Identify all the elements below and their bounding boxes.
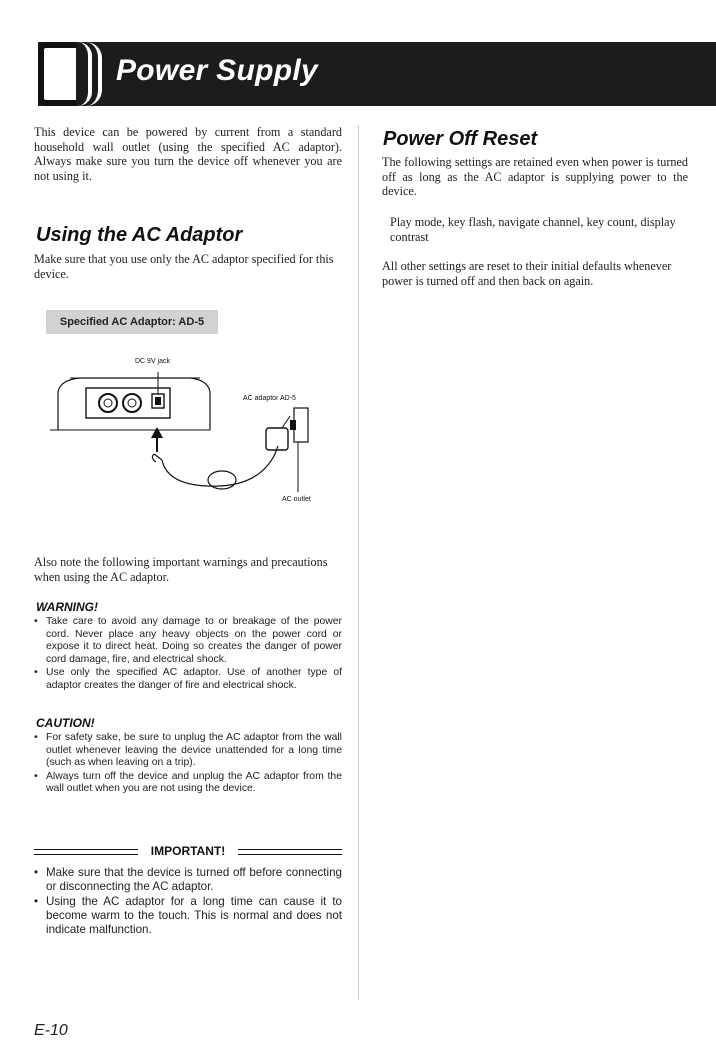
page-number: E-10 (34, 1022, 68, 1039)
important-list (34, 866, 342, 938)
important-item: • Using the AC adaptor for a long time can cause it to become warm to the touch. This is normal and does not indicate malfunction. (34, 895, 342, 937)
caution-item: • For safety sake, be sure to unplug the AC adaptor from the wall outlet whenever leaving the device unattended for a long time (such as when leaving on a trip). (34, 732, 342, 770)
warning-list (34, 616, 342, 694)
important-title: IMPORTANT! (150, 844, 226, 858)
power-off-reset-heading: Power Off Reset (383, 128, 538, 150)
caution-list (34, 732, 342, 797)
adaptor-connection-diagram (50, 350, 340, 510)
wall-outlet-illustration (290, 408, 308, 492)
keyboard-illustration (50, 378, 210, 430)
specified-adaptor-label: Specified AC Adaptor: AD-5 (46, 310, 218, 334)
ac-adaptor-paragraph: Make sure that you use only the AC adaptor specified for this device. (34, 252, 334, 281)
page-title: Power Supply (116, 54, 318, 87)
dc-plug (152, 454, 162, 462)
important-heading (34, 844, 342, 862)
ac-adaptor-illustration (266, 416, 290, 450)
dc-jack-label: DC 9V jack (135, 358, 171, 365)
banner-arc-decoration (86, 42, 102, 106)
adaptor-cord (162, 446, 278, 486)
ac-outlet-label: AC outlet (282, 496, 311, 503)
ac-adaptor-heading: Using the AC Adaptor (36, 224, 243, 246)
ac-adaptor-label: AC adaptor AD-5 (243, 395, 296, 402)
banner-bracket-decoration (38, 42, 76, 106)
warning-title: WARNING! (36, 600, 98, 614)
reset-settings-paragraph: All other settings are reset to their initial defaults whenever power is turned off and then back on again. (382, 259, 672, 288)
warning-item: • Use only the specified AC adaptor. Use of another type of adaptor creates the danger of fire and electrical shock. (34, 667, 342, 692)
retained-settings-list: Play mode, key flash, navigate channel, key count, display contrast (390, 215, 676, 244)
column-divider (358, 125, 359, 1000)
intro-paragraph: This device can be powered by current from a standard household wall outlet (using the specified AC adaptor). Always make sure you turn the device off whenever you are not using it. (34, 125, 342, 183)
important-item: • Make sure that the device is turned off before connecting or disconnecting the AC adaptor. (34, 866, 342, 894)
retained-settings-intro: The following settings are retained even when power is turned off as long as the AC adaptor is supplying power to the device. (382, 155, 688, 198)
caution-title: CAUTION! (36, 716, 95, 730)
insert-arrow (151, 427, 163, 452)
warning-item: • Take care to avoid any damage to or breakage of the power cord. Never place any heavy objects on the power cord or expose it to direct heat. Doing so creates the danger of power cord damage, fire, and electrical shock. (34, 616, 342, 666)
caution-item: • Always turn off the device and unplug the AC adaptor from the wall outlet when you are not using the device. (34, 771, 342, 796)
warnings-intro: Also note the following important warnings and precautions when using the AC adaptor. (34, 555, 328, 584)
